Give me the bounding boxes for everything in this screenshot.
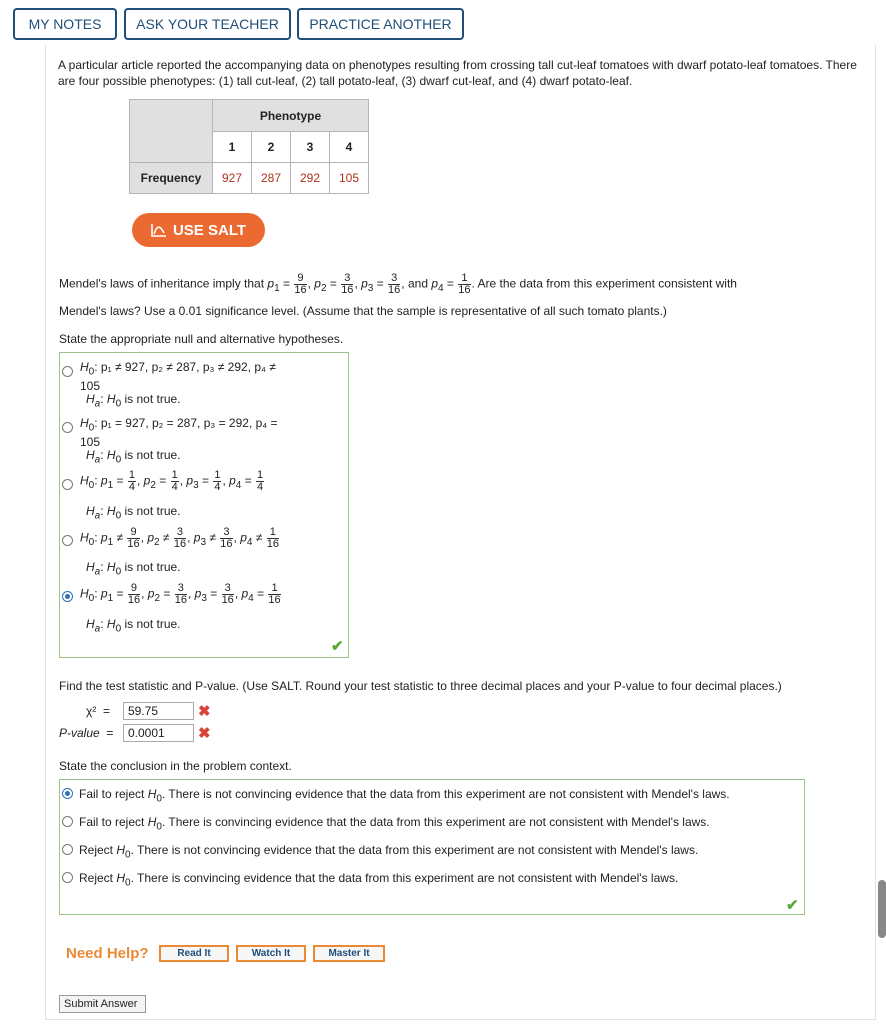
hypothesis-alt-1: $H_a$: $H_0$ is not true.: [86, 392, 181, 410]
hypothesis-option-3: $H_0$: $p_1$ = $\frac{1}{4}$ , $p_2$ = $\frac{1}{4}$ , $p_3$ = $\frac{1}{4}$ , $p_4$ = $\frac{1}{4}$: [80, 469, 264, 493]
conclusion-radio-4[interactable]: [62, 872, 73, 883]
ha-text-3: is not true.: [124, 504, 181, 518]
hypothesis-alt-2: $H_a$: $H_0$ is not true.: [86, 448, 181, 466]
hypothesis-radio-1[interactable]: [62, 366, 73, 377]
wrong-x-icon-chi: ✖: [198, 703, 211, 720]
hypothesis-option-4: $H_0$: $p_1$ ≠ $\frac{9}{16}$ , $p_2$ ≠ $\frac{3}{16}$ , $p_3$ ≠ $\frac{3}{16}$ , $p_4$ ≠ $\frac{1}{16}$: [80, 526, 279, 550]
mendel-suffix: . Are the data from this experiment consistent with: [471, 276, 737, 291]
read-it-button[interactable]: Read It: [159, 945, 229, 962]
use-salt-label: USE SALT: [172, 221, 247, 239]
watch-it-button[interactable]: Watch It: [236, 945, 306, 962]
conclusion-option-2: Fail to reject $H_0$. There is convincing evidence that the data from this experiment are not consistent with Mendel's laws.: [79, 815, 710, 833]
hyp1-null-text: : p₁ ≠ 927, p₂ ≠ 287, p₃ ≠ 292, p₄ ≠: [94, 360, 276, 374]
table-corner: [130, 100, 213, 163]
hyp1-null-text-2: 105: [80, 379, 101, 394]
ask-teacher-button[interactable]: ASK YOUR TEACHER: [124, 8, 291, 40]
table-header: Phenotype: [213, 100, 369, 132]
hypothesis-alt-3: $H_a$: $H_0$ is not true.: [86, 504, 181, 522]
hypothesis-option-2: $H_0$: p₁ = 927, p₂ = 287, p₃ = 292, p₄ = 105: [80, 416, 278, 450]
master-it-button[interactable]: Master It: [313, 945, 385, 962]
p-value-label: P-value =: [59, 726, 114, 740]
my-notes-button[interactable]: MY NOTES: [13, 8, 117, 40]
phenotype-table: [129, 99, 369, 194]
use-salt-button[interactable]: [132, 213, 265, 247]
mendel-prefix: Mendel's laws of inheritance imply that: [59, 276, 268, 291]
conclusion-prompt: State the conclusion in the problem context.: [59, 759, 292, 773]
conclusion-option-4: Reject $H_0$. There is convincing evidence that the data from this experiment are not consistent with Mendel's laws.: [79, 871, 679, 889]
correct-check-icon: ✔: [331, 638, 344, 655]
hypothesis-alt-4: $H_a$: $H_0$ is not true.: [86, 560, 181, 578]
hyp2-null-text-2: 105: [80, 435, 101, 450]
ha-text-5: is not true.: [124, 617, 181, 631]
col-header-4: 4: [330, 132, 369, 163]
conclusion-option-3: Reject $H_0$. There is not convincing evidence that the data from this experiment are not consistent with Mendel's laws.: [79, 843, 699, 861]
scrollbar-thumb[interactable]: [878, 880, 886, 938]
p-value-input[interactable]: 0.0001: [123, 724, 194, 742]
conclusion-radio-1[interactable]: [62, 788, 73, 799]
ha-text-2: is not true.: [124, 448, 181, 462]
test-prompt: Find the test statistic and P-value. (Use SALT. Round your test statistic to three decimal places and your P-value to four decimal places.): [59, 679, 782, 693]
conclusion-radio-3[interactable]: [62, 844, 73, 855]
intro-text: A particular article reported the accompanying data on phenotypes resulting from crossing tall cut-leaf tomatoes with dwarf potato-leaf tomatoes. There are four possible phenotypes: (1) tall cut-leaf, (2) tall potato-leaf, (3) dwarf cut-leaf, and (4) dwarf potato-leaf.: [58, 58, 857, 88]
hypothesis-option-1: $H_0$: p₁ ≠ 927, p₂ ≠ 287, p₃ ≠ 292, p₄ ≠ 105: [80, 360, 276, 394]
conclusion-radio-2[interactable]: [62, 816, 73, 827]
hyp2-null-text: : p₁ = 927, p₂ = 287, p₃ = 292, p₄ =: [94, 416, 278, 430]
need-help-label: Need Help?: [66, 945, 149, 962]
practice-another-button[interactable]: PRACTICE ANOTHER: [297, 8, 464, 40]
mendel-statement: Mendel's laws of inheritance imply that $p_1$ = $\frac{9}{16}$ , $p_2$ = $\frac{3}{16}$ , $p_3$ = $\frac{3}{16}$ , and $p_4$ = $\frac{1}{16}$ . Are the data from this experiment consistent with: [59, 272, 737, 296]
mendel-line2: Mendel's laws? Use a 0.01 significance level. (Assume that the sample is representative of all such tomato plants.): [59, 304, 667, 318]
col-header-2: 2: [252, 132, 291, 163]
hypotheses-prompt: State the appropriate null and alternative hypotheses.: [59, 332, 344, 346]
wrong-x-icon-p: ✖: [198, 725, 211, 742]
ha-text-1: is not true.: [124, 392, 181, 406]
freq-value-4: 105: [330, 163, 369, 194]
hypothesis-radio-3[interactable]: [62, 479, 73, 490]
freq-value-3: 292: [291, 163, 330, 194]
ha-text-4: is not true.: [124, 560, 181, 574]
freq-value-2: 287: [252, 163, 291, 194]
conclusion-option-1: Fail to reject $H_0$. There is not convincing evidence that the data from this experiment are not consistent with Mendel's laws.: [79, 787, 730, 805]
hypothesis-radio-4[interactable]: [62, 535, 73, 546]
correct-check-icon-2: ✔: [786, 897, 799, 914]
hypothesis-alt-5: $H_a$: $H_0$ is not true.: [86, 617, 181, 635]
salt-graph-icon: [151, 223, 167, 237]
hypothesis-option-5: $H_0$: $p_1$ = $\frac{9}{16}$ , $p_2$ = $\frac{3}{16}$ , $p_3$ = $\frac{3}{16}$ , $p_4$ = $\frac{1}{16}$: [80, 582, 281, 606]
hypothesis-radio-5[interactable]: [62, 591, 73, 602]
hypothesis-radio-2[interactable]: [62, 422, 73, 433]
submit-answer-button[interactable]: Submit Answer: [59, 995, 146, 1013]
col-header-1: 1: [213, 132, 252, 163]
row-label-frequency: Frequency: [130, 163, 213, 194]
chi-square-input[interactable]: 59.75: [123, 702, 194, 720]
col-header-3: 3: [291, 132, 330, 163]
chi-square-label: χ² =: [86, 704, 110, 718]
freq-value-1: 927: [213, 163, 252, 194]
